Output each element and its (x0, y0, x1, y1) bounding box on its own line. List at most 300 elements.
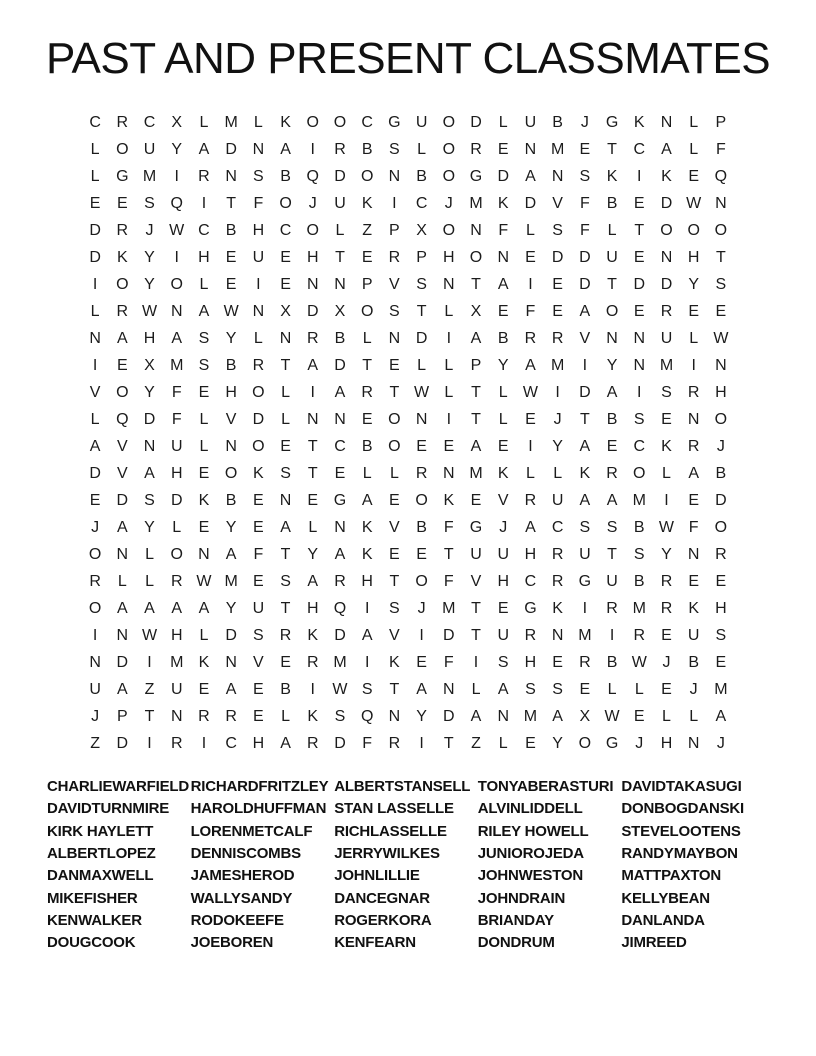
grid-letter: V (497, 491, 509, 509)
grid-letter: V (579, 329, 591, 347)
grid-letter: E (225, 275, 237, 293)
grid-letter: O (442, 140, 456, 158)
grid-letter: N (334, 518, 346, 536)
grid-letter: J (689, 680, 698, 698)
grid-letter: F (253, 194, 264, 212)
grid-letter: B (334, 329, 346, 347)
grid-letter: A (606, 491, 618, 509)
grid-letter: N (687, 734, 700, 752)
grid-letter: F (443, 572, 454, 590)
grid-letter: I (92, 626, 98, 644)
word-item: DANMAXWELL (47, 867, 154, 885)
grid-letter: Y (661, 545, 672, 563)
grid-letter: M (523, 707, 538, 725)
grid-letter: A (525, 518, 536, 536)
grid-letter: U (606, 572, 618, 590)
grid-letter: O (388, 410, 401, 428)
grid-letter: T (144, 707, 155, 725)
grid-letter: M (469, 464, 483, 482)
grid-letter: R (170, 734, 183, 752)
grid-letter: I (364, 599, 370, 617)
grid-letter: O (360, 167, 374, 185)
grid-letter: I (691, 356, 696, 374)
grid-letter: E (497, 140, 509, 158)
word-item: TONYABERASTURI (477, 778, 614, 796)
grid-letter: R (660, 572, 673, 590)
grid-letter: D (415, 329, 428, 347)
word-list-column (334, 776, 478, 954)
grid-letter: V (116, 464, 128, 482)
word-item: DANCEGNAR (334, 889, 430, 907)
grid-letter: N (225, 167, 237, 185)
word-item: ALBERTSTANSELL (334, 778, 471, 796)
grid-letter: R (116, 302, 129, 320)
grid-letter: E (633, 707, 645, 725)
grid-letter: T (471, 383, 481, 401)
word-list-column (621, 776, 765, 954)
grid-letter: S (280, 464, 291, 482)
grid-letter: U (606, 248, 618, 266)
word-item: RICHARDFRITZLEY (190, 778, 329, 796)
grid-letter: E (552, 653, 563, 671)
grid-letter: H (524, 653, 537, 671)
grid-letter: G (605, 113, 619, 131)
grid-letter: O (279, 194, 292, 212)
grid-letter: A (579, 437, 591, 455)
grid-letter: W (604, 707, 620, 725)
grid-letter: L (389, 464, 399, 482)
word-item: MATTPAXTON (621, 867, 722, 885)
word-item: JOEBOREN (190, 934, 274, 952)
grid-letter: D (306, 302, 319, 320)
word-item: JAMESHEROD (190, 867, 295, 885)
grid-letter: H (306, 248, 319, 266)
grid-letter: I (419, 734, 424, 752)
grid-letter: A (307, 356, 319, 374)
grid-letter: F (443, 518, 454, 536)
grid-letter: R (116, 113, 129, 131)
grid-letter: D (252, 410, 265, 428)
grid-letter: R (715, 545, 727, 563)
grid-letter: I (92, 356, 98, 374)
grid-letter: D (89, 248, 101, 266)
grid-letter: B (416, 167, 427, 185)
grid-letter: Q (360, 707, 374, 725)
grid-letter: Y (552, 734, 563, 752)
grid-letter: Y (144, 383, 155, 401)
grid-letter: N (687, 410, 700, 428)
grid-letter: E (661, 410, 672, 428)
grid-letter: O (578, 734, 592, 752)
grid-letter: N (116, 545, 129, 563)
grid-letter: M (170, 356, 184, 374)
grid-letter: S (552, 221, 563, 239)
grid-letter: K (198, 653, 210, 671)
grid-letter: L (281, 707, 290, 725)
grid-letter: A (225, 680, 237, 698)
grid-letter: T (389, 680, 400, 698)
grid-letter: S (633, 545, 645, 563)
grid-letter: T (416, 302, 427, 320)
grid-letter: Q (306, 167, 319, 185)
grid-letter: K (307, 707, 319, 725)
grid-letter: J (308, 194, 317, 212)
grid-letter: D (143, 410, 156, 428)
grid-letter: L (308, 518, 318, 536)
grid-letter: A (361, 491, 373, 509)
grid-letter: L (199, 113, 209, 131)
grid-letter: E (198, 518, 210, 536)
grid-letter: V (389, 275, 400, 293)
grid-letter: A (688, 464, 700, 482)
grid-letter: Y (144, 248, 155, 266)
grid-letter: P (389, 221, 400, 239)
grid-letter: K (606, 167, 618, 185)
grid-letter: O (469, 248, 483, 266)
grid-letter: L (689, 113, 699, 131)
word-item: DAVIDTURNMIRE (47, 800, 170, 818)
grid-letter: L (145, 545, 154, 563)
grid-letter: O (633, 464, 646, 482)
grid-letter: O (333, 113, 347, 131)
grid-letter: O (714, 410, 728, 428)
grid-letter: R (660, 599, 673, 617)
grid-letter: B (497, 329, 509, 347)
grid-letter: L (172, 518, 182, 536)
grid-letter: H (170, 626, 183, 644)
grid-letter: N (715, 194, 727, 212)
grid-letter: T (471, 626, 481, 644)
grid-letter: R (388, 734, 401, 752)
grid-letter: J (635, 734, 644, 752)
grid-letter: S (579, 518, 591, 536)
word-item: DONDRUM (477, 934, 555, 952)
grid-letter: I (201, 194, 207, 212)
grid-letter: L (634, 680, 644, 698)
grid-letter: P (116, 707, 128, 725)
grid-letter: L (417, 356, 427, 374)
grid-letter: E (116, 356, 128, 374)
grid-letter: S (389, 302, 400, 320)
grid-letter: N (143, 437, 156, 455)
grid-letter: J (91, 518, 100, 536)
grid-letter: G (116, 167, 129, 185)
grid-letter: J (417, 599, 426, 617)
grid-letter: J (444, 194, 453, 212)
grid-letter: S (280, 572, 291, 590)
grid-letter: N (306, 410, 319, 428)
grid-letter: N (443, 680, 455, 698)
word-list-column (47, 776, 191, 954)
grid-letter: R (89, 572, 101, 590)
grid-letter: E (280, 275, 291, 293)
grid-letter: E (307, 491, 319, 509)
grid-letter: E (334, 464, 346, 482)
grid-letter: O (306, 221, 319, 239)
grid-letter: R (198, 707, 210, 725)
grid-letter: A (497, 275, 509, 293)
grid-letter: A (525, 167, 536, 185)
grid-letter: I (147, 653, 152, 671)
grid-letter: M (714, 680, 728, 698)
grid-letter: B (552, 113, 563, 131)
grid-letter: H (225, 383, 237, 401)
grid-letter: S (715, 626, 727, 644)
grid-letter: D (579, 275, 591, 293)
grid-letter: L (553, 464, 563, 482)
grid-letter: C (361, 113, 373, 131)
grid-letter: U (252, 248, 265, 266)
grid-letter: O (415, 491, 428, 509)
grid-letter: E (389, 491, 400, 509)
grid-letter: U (579, 545, 591, 563)
grid-letter: U (415, 113, 428, 131)
grid-letter: E (688, 572, 700, 590)
grid-letter: L (689, 140, 699, 158)
grid-letter: U (660, 329, 673, 347)
word-item: DANLANDA (621, 911, 705, 929)
word-search-grid (82, 109, 735, 757)
grid-letter: K (497, 194, 509, 212)
grid-letter: A (198, 140, 210, 158)
grid-letter: V (389, 518, 400, 536)
grid-letter: K (661, 167, 672, 185)
grid-letter: C (198, 221, 210, 239)
grid-letter: T (307, 464, 318, 482)
grid-letter: A (661, 140, 672, 158)
grid-letter: L (444, 302, 454, 320)
grid-letter: K (253, 464, 264, 482)
grid-letter: E (715, 302, 727, 320)
grid-letter: P (715, 113, 727, 131)
grid-letter: H (715, 383, 727, 401)
grid-letter: E (552, 275, 563, 293)
grid-letter: W (332, 680, 348, 698)
grid-letter: L (444, 383, 454, 401)
grid-letter: O (116, 140, 129, 158)
grid-letter: E (470, 491, 482, 509)
grid-letter: M (632, 491, 646, 509)
grid-letter: I (555, 383, 560, 401)
grid-letter: L (199, 626, 209, 644)
grid-letter: D (116, 653, 129, 671)
grid-letter: E (633, 302, 645, 320)
grid-letter: R (306, 653, 319, 671)
grid-letter: I (582, 599, 588, 617)
grid-letter: E (715, 653, 727, 671)
word-item: JERRYWILKES (334, 845, 440, 863)
grid-letter: L (607, 680, 617, 698)
word-item: WALLYSANDY (190, 889, 293, 907)
grid-letter: H (361, 572, 373, 590)
grid-letter: E (416, 545, 427, 563)
grid-letter: Y (225, 518, 237, 536)
grid-letter: D (497, 167, 509, 185)
grid-letter: O (714, 221, 728, 239)
grid-letter: A (171, 599, 183, 617)
grid-letter: I (174, 167, 179, 185)
grid-letter: N (225, 437, 237, 455)
grid-letter: I (446, 329, 452, 347)
grid-letter: B (280, 680, 291, 698)
grid-letter: S (144, 194, 155, 212)
grid-letter: X (334, 302, 346, 320)
grid-letter: E (525, 734, 536, 752)
grid-letter: E (633, 194, 645, 212)
grid-letter: Q (116, 410, 129, 428)
grid-letter: L (607, 221, 617, 239)
grid-letter: M (224, 113, 238, 131)
grid-letter: X (416, 221, 427, 239)
grid-letter: F (716, 140, 726, 158)
grid-letter: I (582, 356, 588, 374)
grid-letter: O (442, 221, 456, 239)
grid-letter: B (225, 491, 237, 509)
grid-letter: J (580, 113, 589, 131)
grid-letter: R (606, 464, 618, 482)
grid-letter: W (169, 221, 185, 239)
grid-letter: T (389, 383, 400, 401)
grid-letter: R (252, 356, 265, 374)
grid-letter: F (688, 518, 699, 536)
word-item: RILEY HOWELL (477, 822, 589, 840)
grid-letter: I (528, 275, 533, 293)
grid-letter: Z (90, 734, 100, 752)
grid-letter: D (334, 734, 346, 752)
grid-letter: L (335, 221, 345, 239)
grid-letter: R (579, 653, 591, 671)
grid-letter: L (90, 140, 100, 158)
grid-letter: A (116, 329, 128, 347)
grid-letter: E (361, 410, 373, 428)
grid-letter: E (688, 302, 700, 320)
grid-letter: B (225, 221, 237, 239)
grid-letter: E (225, 248, 237, 266)
grid-letter: I (609, 626, 615, 644)
grid-letter: U (687, 626, 700, 644)
grid-letter: R (334, 572, 346, 590)
grid-letter: D (170, 491, 183, 509)
word-item: LORENMETCALF (190, 822, 313, 840)
grid-letter: V (470, 572, 482, 590)
grid-letter: M (442, 599, 456, 617)
grid-letter: Z (471, 734, 481, 752)
grid-letter: O (306, 113, 319, 131)
grid-letter: I (528, 437, 533, 455)
grid-letter: E (715, 572, 727, 590)
grid-letter: E (361, 248, 373, 266)
grid-letter: A (579, 491, 591, 509)
grid-letter: T (389, 572, 400, 590)
grid-letter: N (497, 248, 509, 266)
grid-letter: L (498, 734, 508, 752)
grid-letter: A (470, 707, 482, 725)
word-list (47, 776, 816, 954)
grid-letter: Y (225, 329, 237, 347)
grid-letter: A (198, 599, 210, 617)
grid-letter: A (89, 437, 101, 455)
grid-letter: T (335, 248, 345, 266)
grid-letter: R (198, 167, 210, 185)
grid-letter: T (226, 194, 237, 212)
grid-letter: H (715, 599, 727, 617)
grid-letter: A (144, 599, 155, 617)
grid-letter: L (362, 329, 372, 347)
grid-letter: G (388, 113, 401, 131)
grid-letter: R (361, 383, 373, 401)
grid-letter: S (334, 707, 346, 725)
grid-letter: S (389, 140, 400, 158)
grid-letter: K (198, 491, 210, 509)
grid-letter: K (497, 464, 509, 482)
grid-letter: E (633, 248, 645, 266)
grid-letter: N (633, 356, 646, 374)
grid-letter: R (633, 626, 646, 644)
grid-letter: E (688, 491, 700, 509)
grid-letter: A (416, 680, 427, 698)
grid-letter: D (334, 626, 346, 644)
grid-letter: B (280, 167, 291, 185)
grid-letter: F (443, 653, 454, 671)
grid-letter: R (334, 140, 346, 158)
grid-letter: E (280, 248, 291, 266)
grid-letter: A (116, 518, 128, 536)
grid-letter: F (362, 734, 373, 752)
grid-letter: N (687, 545, 700, 563)
grid-letter: N (715, 356, 727, 374)
grid-letter: L (90, 302, 100, 320)
grid-letter: E (579, 140, 591, 158)
grid-letter: T (443, 734, 454, 752)
grid-letter: T (579, 410, 590, 428)
grid-letter: L (253, 113, 263, 131)
grid-letter: J (91, 707, 100, 725)
grid-letter: K (116, 248, 128, 266)
grid-letter: C (279, 221, 292, 239)
grid-letter: B (633, 572, 645, 590)
grid-letter: V (89, 383, 101, 401)
grid-letter: A (470, 437, 482, 455)
grid-letter: S (497, 653, 509, 671)
grid-letter: T (471, 599, 481, 617)
grid-letter: I (446, 410, 452, 428)
grid-letter: C (633, 140, 646, 158)
grid-letter: B (416, 518, 427, 536)
grid-letter: I (256, 275, 261, 293)
grid-letter: D (551, 248, 564, 266)
grid-letter: K (361, 194, 373, 212)
grid-letter: U (252, 599, 265, 617)
grid-letter: O (605, 302, 619, 320)
grid-letter: R (470, 140, 482, 158)
grid-letter: L (117, 572, 127, 590)
grid-letter: E (661, 680, 672, 698)
grid-letter: I (174, 248, 179, 266)
grid-letter: R (551, 545, 564, 563)
grid-letter: N (334, 410, 346, 428)
grid-letter: D (715, 491, 727, 509)
grid-letter: E (416, 437, 427, 455)
grid-letter: W (658, 518, 675, 536)
grid-letter: M (469, 194, 483, 212)
grid-letter: M (578, 626, 592, 644)
grid-letter: A (198, 302, 210, 320)
grid-letter: O (415, 572, 428, 590)
grid-letter: N (443, 464, 455, 482)
grid-letter: A (715, 707, 727, 725)
grid-letter: S (144, 491, 155, 509)
grid-letter: O (714, 518, 728, 536)
